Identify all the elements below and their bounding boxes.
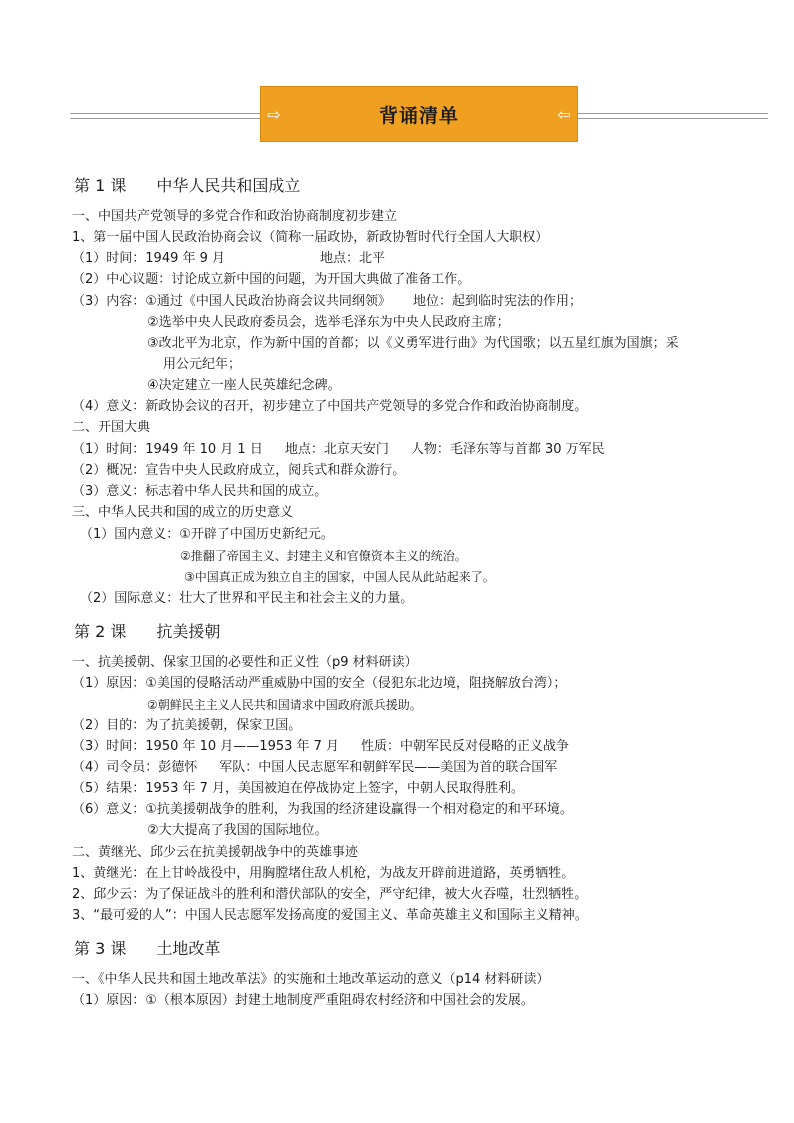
text-line — [72, 759, 557, 777]
lesson-number: 第 2 课 — [74, 622, 127, 641]
text-line: （2）概况：宣告中央人民政府成立，阅兵式和群众游行。 — [72, 463, 406, 478]
banner-title: 背诵清单 — [378, 104, 459, 127]
content-item: ④决定建立一座人民英雄纪念碑。 — [147, 378, 341, 393]
text-line: （1）原因：①（根本原因）封建土地制度严重阻碍农村经济和中国社会的发展。 — [72, 993, 534, 1008]
content-item: ③改北平为北京，作为新中国的首都；以《义勇军进行曲》为代国歌；以五星红旗为国旗；采 — [147, 336, 679, 351]
text-line: （4）意义：新政协会议的召开，初步建立了中国共产党领导的多党合作和政治协商制度。 — [72, 399, 588, 414]
text-line: （5）结果：1953 年 7 月，美国被迫在停战协定上签字，中朝人民取得胜利。 — [72, 781, 525, 796]
lesson-title: 土地改革 — [156, 939, 221, 958]
text-line: （2）国际意义：壮大了世界和平民主和社会主义的力量。 — [80, 591, 414, 606]
text-line: 1、黄继光：在上甘岭战役中，用胸膛堵住敌人机枪，为战友开辟前进道路，英勇牺牲。 — [72, 866, 575, 881]
lesson-number: 第 3 课 — [74, 939, 127, 958]
commander-text: （4）司令员：彭德怀 — [72, 760, 198, 775]
text-line: 3、“最可爱的人”：中国人民志愿军发扬高度的爱国主义、革命英雄主义和国际主义精神。 — [72, 908, 588, 923]
text-line — [72, 738, 569, 756]
text-line — [72, 441, 605, 459]
text-line: ③中国真正成为独立自主的国家，中国人民从此站起来了。 — [184, 570, 495, 584]
army-text: 军队：中国人民志愿军和朝鲜军民——美国为首的联合国军 — [219, 760, 558, 775]
section-heading: 二、开国大典 — [72, 420, 151, 435]
subsection-heading: 1、第一届中国人民政治协商会议（简称一届政协，新政协暂时代行全国人大职权） — [72, 230, 549, 245]
content-item: 用公元纪年； — [163, 357, 242, 372]
text-line: ②推翻了帝国主义、封建主义和官僚资本主义的统治。 — [180, 549, 467, 563]
place-text: 地点：北京天安门 — [284, 442, 389, 457]
content-item: （3）内容：①通过《中国人民政治协商会议共同纲领》 — [72, 294, 391, 309]
section-heading: 三、中华人民共和国的成立的历史意义 — [72, 505, 294, 520]
text-line: （1）国内意义：①开辟了中国历史新纪元。 — [80, 527, 334, 542]
time-text: （1）时间：1949 年 9 月 — [72, 251, 226, 266]
double-chevron-right-icon: ⇨ — [267, 105, 281, 124]
text-line: （6）意义：①抗美援朝战争的胜利，为我国的经济建设赢得一个相对稳定的和平环境。 — [72, 802, 573, 817]
lesson-title: 抗美援朝 — [156, 622, 221, 641]
text-line: （3）意义：标志着中华人民共和国的成立。 — [72, 484, 328, 499]
lesson-3-heading — [74, 938, 220, 960]
section-heading: 一、《中华人民共和国土地改革法》的实施和土地改革运动的意义（p14 材料研读） — [72, 972, 550, 987]
status-text: 地位：起到临时宪法的作用； — [412, 294, 582, 309]
lesson-title: 中华人民共和国成立 — [156, 176, 301, 195]
lesson-number: 第 1 课 — [74, 176, 127, 195]
time-text: （3）时间：1950 年 10 月——1953 年 7 月 — [72, 739, 340, 754]
section-heading: 二、黄继光、邱少云在抗美援朝战争中的英雄事迹 — [72, 845, 359, 860]
nature-text: 性质：中朝军民反对侵略的正义战争 — [361, 739, 570, 754]
double-chevron-left-icon: ⇦ — [557, 105, 571, 124]
time-text: （1）时间：1949 年 10 月 1 日 — [72, 442, 263, 457]
lesson-1-heading — [74, 175, 300, 197]
text-line — [72, 250, 225, 268]
text-line: （1）原因：①美国的侵略活动严重威胁中国的安全（侵犯东北边境，阻挠解放台湾）； — [72, 676, 567, 691]
text-line: （2）目的：为了抗美援朝，保家卫国。 — [72, 718, 302, 733]
text-line: 2、邱少云：为了保证战斗的胜利和潜伏部队的安全，严守纪律，被大火吞噬，壮烈牺牲。 — [72, 887, 588, 902]
section-heading: 一、抗美援朝、保家卫国的必要性和正义性（p9 材料研读） — [72, 655, 418, 670]
place-text: 地点：北平 — [320, 251, 386, 266]
text-line — [72, 293, 582, 311]
text-line: （2）中心议题：讨论成立新中国的问题，为开国大典做了准备工作。 — [72, 272, 471, 287]
text-line: ②大大提高了我国的国际地位。 — [147, 823, 328, 838]
section-heading: 一、中国共产党领导的多党合作和政治协商制度初步建立 — [72, 209, 398, 224]
content-item: ②选举中央人民政府委员会，选举毛泽东为中央人民政府主席； — [147, 315, 510, 330]
people-text: 人物：毛泽东等与首都 30 万军民 — [410, 442, 605, 457]
lesson-2-heading — [74, 621, 220, 643]
text-line: ②朝鲜民主主义人民共和国请求中国政府派兵援助。 — [147, 698, 422, 712]
